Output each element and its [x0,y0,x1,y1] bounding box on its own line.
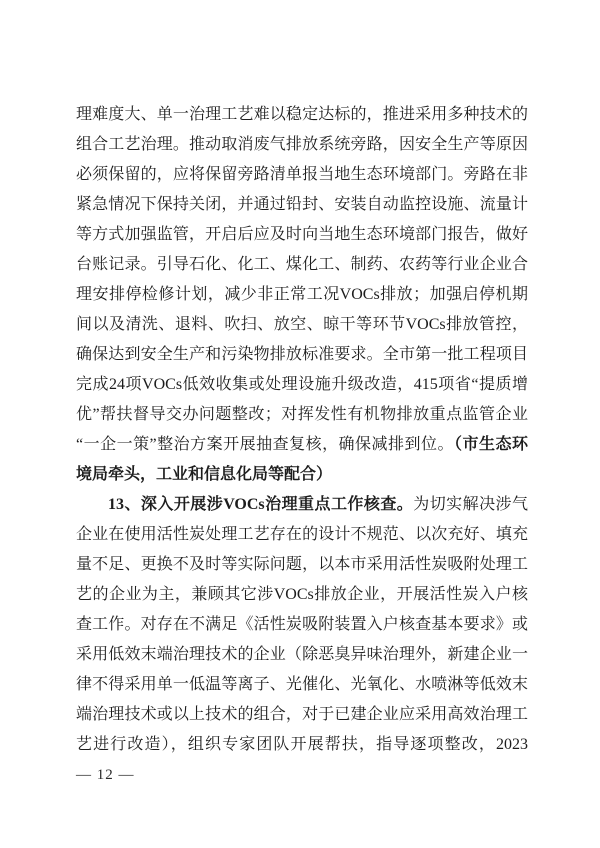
text-line [76,610,528,640]
line-text: 量不足、更换不及时等实际问题，以本市采用活性炭吸附处理工 [76,556,528,573]
text-line [76,310,528,340]
line-text: 必须保留的，应将保留旁路清单报当地生态环境部门。旁路在非 [76,166,528,183]
text-line [76,670,528,700]
text-line-heading [76,490,528,520]
text-line [76,280,528,310]
line-text: 查工作。对存在不满足《活性炭吸附装置入户核查基本要求》或 [76,616,528,633]
text-line [76,730,528,760]
line-text: 理难度大、单一治理工艺难以稳定达标的，推进采用多种技术的 [76,106,528,123]
line-text: “一企一策”整治方案开展抽查复核，确保减排到位。 [76,436,455,453]
page-number-label: — 12 — [76,767,135,783]
text-line [76,550,528,580]
line-text: 艺进行改造），组织专家团队开展帮扶，指导逐项整改，2023 [76,736,528,753]
text-line [76,700,528,730]
text-line [76,640,528,670]
text-line [76,370,528,400]
text-line [76,190,528,220]
section-heading-text: 13、深入开展涉VOCs治理重点工作核查。 [108,496,414,513]
line-text: 间以及清洗、退料、吹扫、放空、晾干等环节VOCs排放管控， [76,316,528,333]
line-text: 艺的企业为主，兼顾其它涉VOCs排放企业，开展活性炭入户核 [76,586,528,603]
line-text: 为切实解决涉气 [413,496,528,513]
line-text: 等方式加强监管，开启后应及时向当地生态环境部门报告，做好 [76,226,528,243]
text-line [76,130,528,160]
text-line [76,340,528,370]
line-text: 完成24项VOCs低效收集或处理设施升级改造，415项省“提质增 [76,376,528,393]
text-line [76,250,528,280]
attribution-text: （市生态环 [454,436,528,453]
attribution-text: 境局牵头，工业和信息化局等配合） [76,466,333,483]
line-text: 优”帮扶督导交办问题整改；对挥发性有机物排放重点监管企业 [76,406,528,423]
line-text: 紧急情况下保持关闭，并通过铅封、安装自动监控设施、流量计 [76,196,528,213]
text-line [76,430,528,460]
document-body [76,100,528,760]
line-text: 理安排停检修计划，减少非正常工况VOCs排放；加强启停机期 [76,286,528,303]
line-text: 律不得采用单一低温等离子、光催化、光氧化、水喷淋等低效末 [76,676,528,693]
text-line [76,580,528,610]
line-text: 企业在使用活性炭处理工艺存在的设计不规范、以次充好、填充 [76,526,528,543]
text-line [76,220,528,250]
text-line [76,100,528,130]
text-line [76,160,528,190]
line-text: 确保达到安全生产和污染物排放标准要求。全市第一批工程项目 [76,346,528,363]
line-text: 采用低效末端治理技术的企业（除恶臭异味治理外，新建企业一 [76,646,528,663]
text-line [76,520,528,550]
text-line-attribution [76,460,528,490]
line-text: 台账记录。引导石化、化工、煤化工、制药、农药等行业企业合 [76,256,528,273]
page-number [76,763,135,787]
line-text: 端治理技术或以上技术的组合，对于已建企业应采用高效治理工 [76,706,528,723]
text-line [76,400,528,430]
line-text: 组合工艺治理。推动取消废气排放系统旁路，因安全生产等原因 [76,136,528,153]
